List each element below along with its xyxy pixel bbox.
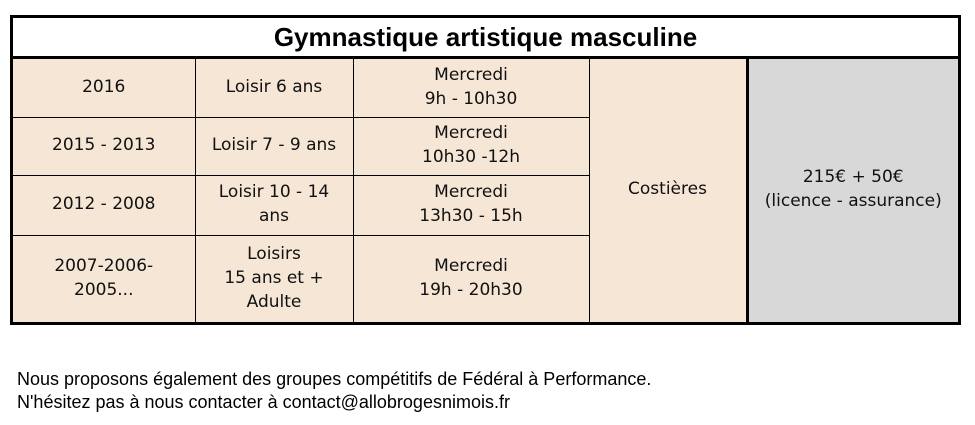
footer-note xyxy=(17,368,651,414)
schedule-table xyxy=(13,59,958,323)
time-text: 10h30 -12h xyxy=(422,147,520,167)
footer-line: Nous proposons également des groupes compétitifs de Fédéral à Performance. xyxy=(17,369,652,389)
day-text: Mercredi xyxy=(434,64,508,85)
location-cell xyxy=(589,59,747,322)
table-row xyxy=(13,59,958,117)
group-text: Loisir 7 - 9 ans xyxy=(211,135,337,156)
group-text: Adulte xyxy=(246,291,302,312)
time-text: 19h - 20h30 xyxy=(419,279,523,300)
schedule-cell xyxy=(353,175,589,235)
schedule-card xyxy=(10,15,961,325)
group-cell xyxy=(195,235,353,322)
day-text: Mercredi xyxy=(434,123,508,144)
day-text: Mercredi xyxy=(434,255,508,276)
group-cell xyxy=(195,59,353,117)
group-cell xyxy=(195,117,353,175)
years-cell xyxy=(13,235,195,322)
schedule-cell xyxy=(353,59,589,117)
schedule-cell xyxy=(353,235,589,322)
group-text: Loisir 10 - 14 ans xyxy=(218,182,330,226)
price-cell xyxy=(747,59,958,322)
years-cell xyxy=(13,59,195,117)
years-text: 2012 - 2008 xyxy=(52,194,156,215)
time-text: 9h - 10h30 xyxy=(424,88,518,109)
day-text: Mercredi xyxy=(434,182,508,203)
location-text: Costières xyxy=(628,179,707,200)
years-text: 2007-2006- xyxy=(54,255,154,276)
time-text: 13h30 - 15h xyxy=(419,206,523,226)
footer-contact-line: N'hésitez pas à nous contacter à contact@allobrogesnimois.fr xyxy=(17,392,510,412)
group-text: Loisir 6 ans xyxy=(225,76,323,97)
group-cell xyxy=(195,175,353,235)
years-cell xyxy=(13,175,195,235)
group-text: 15 ans et + xyxy=(224,267,324,288)
price-note: (licence - assurance) xyxy=(764,191,942,212)
years-text: 2005... xyxy=(74,279,134,300)
group-text: Loisirs xyxy=(247,244,301,265)
schedule-cell xyxy=(353,117,589,175)
years-text: 2016 xyxy=(82,76,126,97)
years-text: 2015 - 2013 xyxy=(52,135,156,156)
price-amount: 215€ + 50€ xyxy=(802,167,904,188)
schedule-title: Gymnastique artistique masculine xyxy=(13,18,958,59)
years-cell xyxy=(13,117,195,175)
